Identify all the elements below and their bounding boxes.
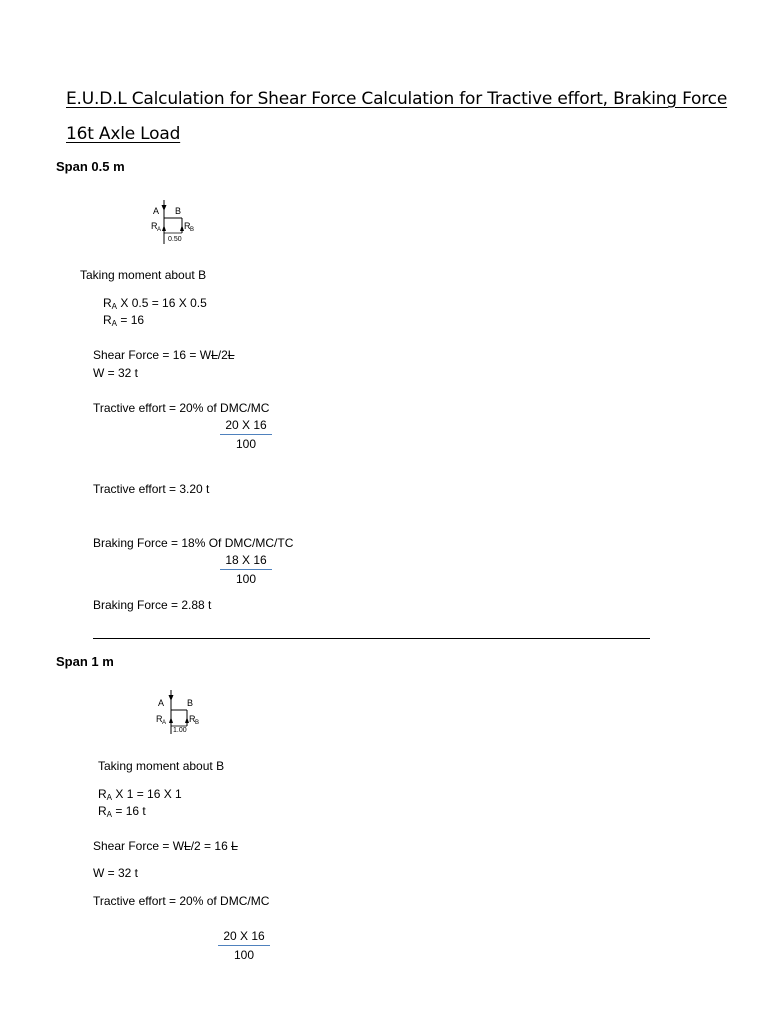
shear-l1: L [211,348,218,362]
diagram-label-b: B [175,206,182,216]
eq-rest: = 16 t [112,804,146,818]
tractive-effort-line: Tractive effort = 20% of DMC/MC [93,401,270,415]
eq-r: R [103,313,112,327]
braking-force-result: Braking Force = 2.88 t [93,598,212,612]
moment-heading: Taking moment about B [80,268,207,282]
diagram-label-rb: R [189,714,196,724]
shear-force-line [93,348,234,362]
eq-r: R [98,787,107,801]
shear-l2: L [227,348,235,362]
eq-sub: A [111,319,118,328]
diagram-label-ra: R [151,221,158,231]
tractive-effort-line: Tractive effort = 20% of DMC/MC [93,894,270,908]
fraction-denominator: 100 [235,572,257,586]
document-subtitle: 16t Axle Load [66,124,181,144]
shear-l1: L [184,839,191,853]
eq-rest: X 1 = 16 X 1 [112,787,182,801]
fraction-numerator: 20 X 16 [223,929,265,943]
w-result: W = 32 t [93,866,139,880]
eq-rest: = 16 [117,313,145,327]
diagram-label-rb-sub: B [195,720,200,726]
eq-r: R [103,296,112,310]
shear-force-line [93,839,238,853]
moment-heading: Taking moment about B [98,759,225,773]
diagram-label-a: A [158,698,165,708]
diagram-label-ra: R [156,714,163,724]
shear-l2: L [231,839,238,853]
eq-r: R [98,804,107,818]
diagram-label-a: A [153,206,160,216]
braking-fraction [216,553,276,586]
tractive-fraction [214,929,274,962]
eq-sub: A [106,810,113,819]
diagram-dimension: 0.50 [168,236,182,243]
moment-equation-2 [98,804,146,819]
fraction-numerator: 20 X 16 [225,418,267,432]
moment-equation-1 [98,787,182,802]
diagram-label-b: B [187,698,194,708]
braking-force-line: Braking Force = 18% Of DMC/MC/TC [93,536,294,550]
diagram-dimension: 1.00 [173,727,187,734]
eq-sub: A [111,302,118,311]
shear-pre: Shear Force = W [93,839,185,853]
moment-equation-2 [103,313,144,328]
shear-mid: /2 [217,348,228,362]
section-divider [93,638,650,639]
beam-diagram-span-0-5 [146,200,196,248]
fraction-denominator: 100 [233,948,255,962]
w-result: W = 32 t [93,366,139,380]
fraction-denominator: 100 [235,437,257,451]
diagram-label-ra-sub: A [162,720,167,726]
diagram-label-rb-sub: B [190,227,195,233]
diagram-label-rb: R [184,221,191,231]
diagram-label-ra-sub: A [157,227,162,233]
eq-rest: X 0.5 = 16 X 0.5 [117,296,207,310]
eq-sub: A [106,793,113,802]
document-title: E.U.D.L Calculation for Shear Force Calculation for Tractive effort, Braking Force [66,89,728,109]
shear-mid: /2 = 16 [190,839,232,853]
section-heading-span-0-5: Span 0.5 m [56,159,125,174]
tractive-effort-result: Tractive effort = 3.20 t [93,482,210,496]
beam-diagram-span-1 [151,690,205,738]
section-heading-span-1: Span 1 m [56,654,114,669]
shear-pre: Shear Force = 16 = W [93,348,212,362]
moment-equation-1 [103,296,207,311]
tractive-fraction [216,418,276,451]
fraction-numerator: 18 X 16 [225,553,267,567]
